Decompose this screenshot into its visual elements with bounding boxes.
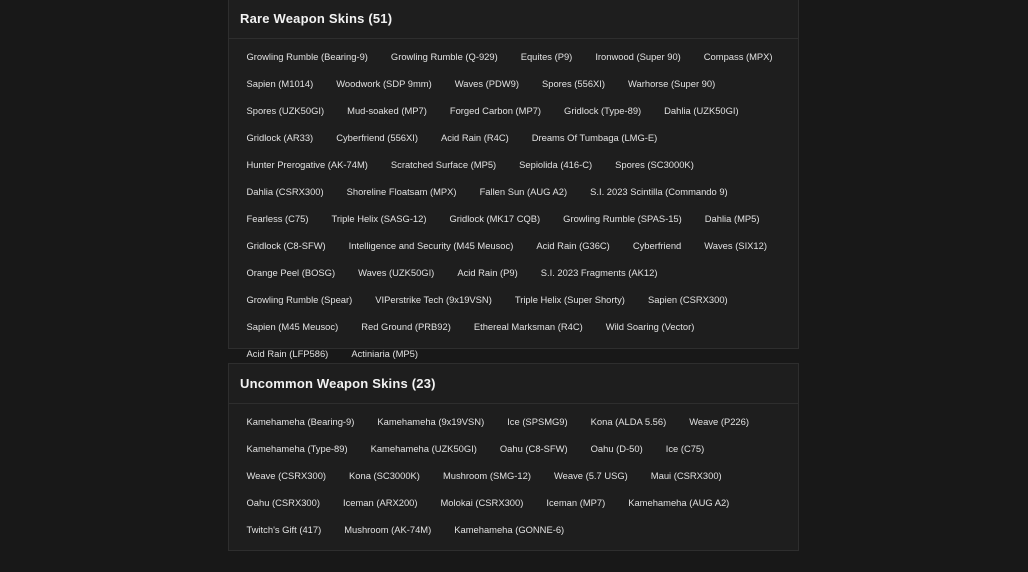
rare-skin-item[interactable]: Sepiolida (416-C) xyxy=(519,159,593,170)
rare-skin-item[interactable]: Cyberfriend xyxy=(632,240,682,251)
rare-skin-item[interactable]: S.I. 2023 Fragments (AK12) xyxy=(540,267,658,278)
uncommon-skin-item[interactable]: Oahu (C8-SFW) xyxy=(499,443,568,454)
rare-skin-item[interactable]: Forged Carbon (MP7) xyxy=(449,105,542,116)
uncommon-skin-item[interactable]: Oahu (CSRX300) xyxy=(246,497,320,508)
uncommon-skin-item[interactable]: Kamehameha (GONNE-6) xyxy=(454,524,565,535)
rare-skin-item[interactable]: Growling Rumble (SPAS-15) xyxy=(563,213,682,224)
uncommon-skin-item[interactable]: Kamehameha (UZK50GI) xyxy=(370,443,477,454)
rare-skin-item[interactable]: Dahlia (MP5) xyxy=(704,213,760,224)
rare-skin-item[interactable]: Red Ground (PRB92) xyxy=(361,321,451,332)
uncommon-skin-item[interactable]: Kamehameha (AUG A2) xyxy=(628,497,730,508)
rare-skin-item[interactable]: Shoreline Floatsam (MPX) xyxy=(346,186,457,197)
rare-skin-item[interactable]: Growling Rumble (Q-929) xyxy=(390,51,498,62)
rare-skin-item[interactable]: Sapien (M1014) xyxy=(246,78,314,89)
uncommon-skin-item[interactable]: Ice (SPSMG9) xyxy=(507,416,568,427)
uncommon-panel-title: Uncommon Weapon Skins (23) xyxy=(229,364,798,404)
uncommon-skin-item[interactable]: Kona (ALDA 5.56) xyxy=(590,416,667,427)
rare-skin-item[interactable]: Dahlia (CSRX300) xyxy=(246,186,324,197)
rare-skin-item[interactable]: Gridlock (MK17 CQB) xyxy=(449,213,541,224)
rare-skin-item[interactable]: Gridlock (AR33) xyxy=(246,132,314,143)
rare-skin-list xyxy=(229,39,798,367)
rare-skin-item[interactable]: Warhorse (Super 90) xyxy=(628,78,716,89)
rare-skin-item[interactable]: Acid Rain (LFP586) xyxy=(246,348,329,359)
rare-skin-item[interactable]: Dreams Of Tumbaga (LMG-E) xyxy=(531,132,658,143)
uncommon-skin-item[interactable]: Maui (CSRX300) xyxy=(650,470,722,481)
rare-skin-item[interactable]: Compass (MPX) xyxy=(703,51,773,62)
rare-skin-item[interactable]: Dahlia (UZK50GI) xyxy=(664,105,739,116)
rare-skin-item[interactable]: Triple Helix (Super Shorty) xyxy=(514,294,625,305)
rare-skin-item[interactable]: Waves (SIX12) xyxy=(704,240,767,251)
rare-skin-item[interactable]: Woodwork (SDP 9mm) xyxy=(336,78,432,89)
uncommon-skin-item[interactable]: Kamehameha (Bearing-9) xyxy=(246,416,355,427)
rare-skin-item[interactable]: Acid Rain (G36C) xyxy=(536,240,610,251)
rare-skin-item[interactable]: Ethereal Marksman (R4C) xyxy=(473,321,583,332)
uncommon-weapon-skins-panel xyxy=(228,363,799,551)
rare-panel-title: Rare Weapon Skins (51) xyxy=(229,0,798,39)
rare-skin-item[interactable]: Fearless (C75) xyxy=(246,213,309,224)
uncommon-skin-item[interactable]: Twitch's Gift (417) xyxy=(246,524,322,535)
rare-weapon-skins-panel xyxy=(228,0,799,359)
rare-skin-item[interactable]: Waves (UZK50GI) xyxy=(358,267,435,278)
uncommon-skin-item[interactable]: Weave (P226) xyxy=(689,416,749,427)
rare-skin-item[interactable]: Acid Rain (P9) xyxy=(457,267,518,278)
rare-skin-item[interactable]: Intelligence and Security (M45 Meusoc) xyxy=(348,240,514,251)
rare-skin-item[interactable]: Wild Soaring (Vector) xyxy=(605,321,695,332)
uncommon-skin-item[interactable]: Mushroom (AK-74M) xyxy=(344,524,432,535)
rare-skin-item[interactable]: Waves (PDW9) xyxy=(454,78,519,89)
rare-skin-item[interactable]: Growling Rumble (Spear) xyxy=(246,294,353,305)
uncommon-skin-item[interactable]: Weave (5.7 USG) xyxy=(553,470,628,481)
uncommon-skin-item[interactable]: Ice (C75) xyxy=(665,443,705,454)
rare-skin-item[interactable]: Orange Peel (BOSG) xyxy=(246,267,336,278)
rare-skin-item[interactable]: Gridlock (Type-89) xyxy=(564,105,642,116)
rare-skin-item[interactable]: Sapien (CSRX300) xyxy=(647,294,728,305)
rare-skin-item[interactable]: Spores (SC3000K) xyxy=(615,159,694,170)
rare-skin-item[interactable]: Growling Rumble (Bearing-9) xyxy=(246,51,368,62)
uncommon-skin-item[interactable]: Kamehameha (Type-89) xyxy=(246,443,348,454)
uncommon-skin-item[interactable]: Kona (SC3000K) xyxy=(349,470,420,481)
rare-skin-item[interactable]: Cyberfriend (556XI) xyxy=(336,132,418,143)
uncommon-skin-list xyxy=(229,404,798,543)
uncommon-skin-item[interactable]: Oahu (D-50) xyxy=(590,443,643,454)
uncommon-skin-item[interactable]: Weave (CSRX300) xyxy=(246,470,327,481)
rare-skin-item[interactable]: Spores (556XI) xyxy=(541,78,606,89)
uncommon-skin-item[interactable]: Iceman (ARX200) xyxy=(342,497,418,508)
rare-skin-item[interactable]: Acid Rain (R4C) xyxy=(441,132,509,143)
rare-skin-item[interactable]: VIPerstrike Tech (9x19VSN) xyxy=(375,294,492,305)
rare-skin-item[interactable]: Triple Helix (SASG-12) xyxy=(331,213,427,224)
uncommon-skin-item[interactable]: Molokai (CSRX300) xyxy=(440,497,524,508)
rare-skin-item[interactable]: Ironwood (Super 90) xyxy=(595,51,681,62)
rare-skin-item[interactable]: Mud-soaked (MP7) xyxy=(347,105,427,116)
uncommon-skin-item[interactable]: Mushroom (SMG-12) xyxy=(442,470,531,481)
rare-skin-item[interactable]: Fallen Sun (AUG A2) xyxy=(479,186,568,197)
rare-skin-item[interactable]: S.I. 2023 Scintilla (Commando 9) xyxy=(590,186,728,197)
rare-skin-item[interactable]: Actiniaria (MP5) xyxy=(351,348,418,359)
rare-skin-item[interactable]: Spores (UZK50GI) xyxy=(246,105,325,116)
rare-skin-item[interactable]: Gridlock (C8-SFW) xyxy=(246,240,326,251)
rare-skin-item[interactable]: Scratched Surface (MP5) xyxy=(390,159,497,170)
rare-skin-item[interactable]: Equites (P9) xyxy=(520,51,573,62)
uncommon-skin-item[interactable]: Kamehameha (9x19VSN) xyxy=(377,416,485,427)
rare-skin-item[interactable]: Sapien (M45 Meusoc) xyxy=(246,321,339,332)
rare-skin-item[interactable]: Hunter Prerogative (AK-74M) xyxy=(246,159,368,170)
uncommon-skin-item[interactable]: Iceman (MP7) xyxy=(546,497,606,508)
